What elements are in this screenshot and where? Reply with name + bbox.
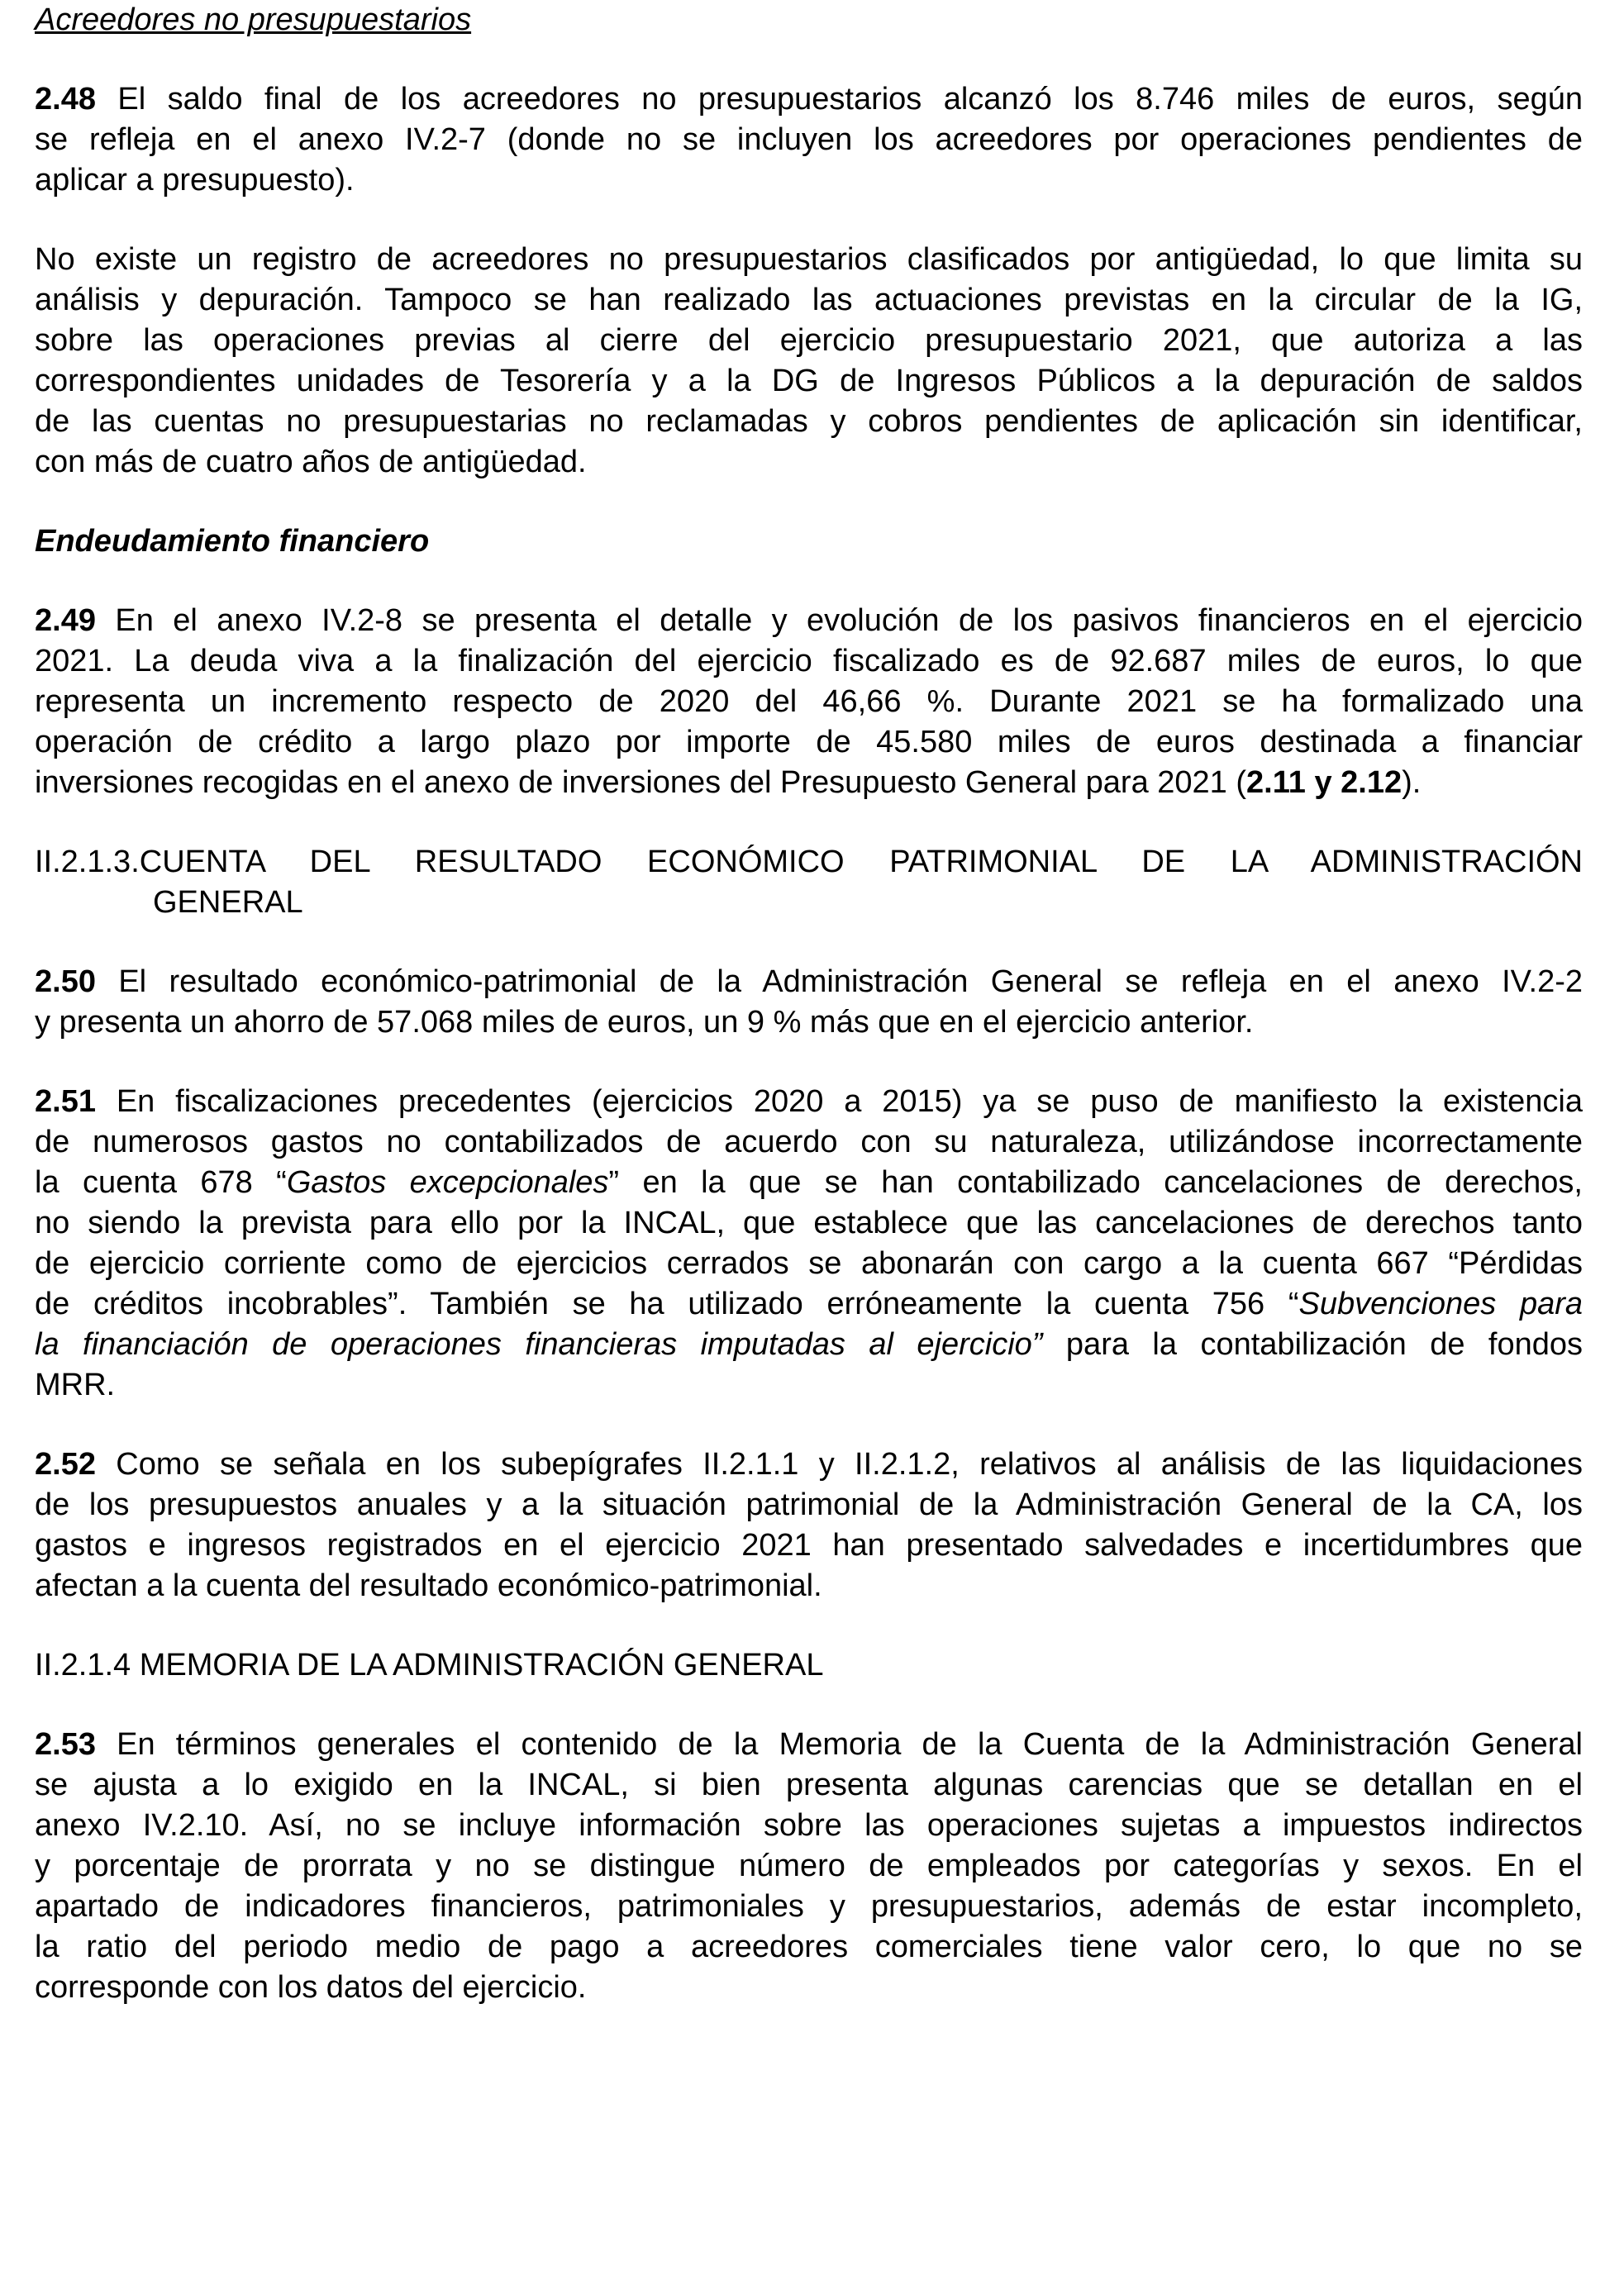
paragraph-number: 2.49 bbox=[35, 603, 96, 638]
text-line: 2.49 En el anexo IV.2-8 se presenta el detalle y evolución de los pasivos financieros en el ejercicio bbox=[35, 603, 1583, 638]
heading-line: II.2.1.3.CUENTA DEL RESULTADO ECONÓMICO PATRIMONIAL DE LA ADMINISTRACIÓN bbox=[35, 845, 1583, 879]
text-line: análisis y depuración. Tampoco se han realizado las actuaciones previstas en la circular de la IG, bbox=[35, 283, 1583, 317]
text-line: y porcentaje de prorrata y no se distingue número de empleados por categorías y sexos. En el bbox=[35, 1849, 1583, 1883]
text-line: la cuenta 678 “Gastos excepcionales” en la que se han contabilizado cancelaciones de derechos, bbox=[35, 1165, 1583, 1200]
paragraph-2-48 bbox=[35, 79, 1583, 201]
text-line: 2021. La deuda viva a la finalización del ejercicio fiscalizado es de 92.687 miles de euros, lo que bbox=[35, 644, 1583, 678]
paragraph-number: 2.52 bbox=[35, 1447, 96, 1482]
text-line: sobre las operaciones previas al cierre del ejercicio presupuestario 2021, que autoriza a las bbox=[35, 323, 1583, 358]
paragraph-2-48-continued bbox=[35, 240, 1583, 483]
text-line: correspondientes unidades de Tesorería y a la DG de Ingresos Públicos a la depuración de saldos bbox=[35, 364, 1583, 398]
text-line: aplicar a presupuesto). bbox=[35, 163, 355, 198]
document-page bbox=[35, 0, 1583, 2008]
text-line: 2.53 En términos generales el contenido de la Memoria de la Cuenta de la Administración General bbox=[35, 1727, 1584, 1762]
text-line: corresponde con los datos del ejercicio. bbox=[35, 1970, 587, 2005]
heading-cuenta-resultado bbox=[35, 842, 1583, 923]
text-line: 2.50 El resultado económico-patrimonial de la Administración General se refleja en el anexo IV.2-2 bbox=[35, 964, 1583, 999]
text-line: la financiación de operaciones financieras imputadas al ejercicio” para la contabilización de fondos bbox=[35, 1327, 1584, 1362]
paragraph-2-53 bbox=[35, 1725, 1583, 2008]
text-line: no siendo la prevista para ello por la INCAL, que establece que las cancelaciones de derechos tanto bbox=[35, 1206, 1583, 1240]
text-line: afectan a la cuenta del resultado económico-patrimonial. bbox=[35, 1568, 822, 1603]
text-line: de numerosos gastos no contabilizados de acuerdo con su naturaleza, utilizándose incorrectamente bbox=[35, 1125, 1583, 1159]
text-line: 2.48 El saldo final de los acreedores no presupuestarios alcanzó los 8.746 miles de euros, según bbox=[35, 82, 1583, 117]
text-line: la ratio del periodo medio de pago a acreedores comerciales tiene valor cero, lo que no se bbox=[35, 1930, 1583, 1964]
heading-memoria: II.2.1.4 MEMORIA DE LA ADMINISTRACIÓN GENERAL bbox=[35, 1648, 824, 1682]
text-line: No existe un registro de acreedores no presupuestarios clasificados por antigüedad, lo que limita su bbox=[35, 242, 1583, 277]
text-line: operación de crédito a largo plazo por importe de 45.580 miles de euros destinada a financiar bbox=[35, 725, 1583, 759]
heading-acreedores-no-presupuestarios: Acreedores no presupuestarios bbox=[35, 2, 472, 37]
text-line: de créditos incobrables”. También se ha utilizado erróneamente la cuenta 756 “Subvenciones para bbox=[35, 1287, 1583, 1321]
text-line: MRR. bbox=[35, 1368, 116, 1402]
text-line: inversiones recogidas en el anexo de inversiones del Presupuesto General para 2021 (2.11 y 2.12). bbox=[35, 765, 1422, 800]
text-line: se ajusta a lo exigido en la INCAL, si bien presenta algunas carencias que se detallan en el bbox=[35, 1768, 1583, 1802]
heading-line: GENERAL bbox=[153, 885, 303, 920]
paragraph-number: 2.48 bbox=[35, 82, 96, 117]
cross-reference: 2.12 bbox=[1341, 765, 1403, 800]
text-line: apartado de indicadores financieros, patrimoniales y presupuestarios, además de estar incompleto, bbox=[35, 1889, 1583, 1924]
text-line: y presenta un ahorro de 57.068 miles de euros, un 9 % más que en el ejercicio anterior. bbox=[35, 1005, 1254, 1040]
paragraph-2-50 bbox=[35, 962, 1583, 1043]
paragraph-2-49 bbox=[35, 601, 1583, 803]
cross-reference: 2.11 bbox=[1246, 765, 1306, 800]
text-line: representa un incremento respecto de 2020 del 46,66 %. Durante 2021 se ha formalizado una bbox=[35, 684, 1583, 719]
text-line: de los presupuestos anuales y a la situación patrimonial de la Administración General de la CA, los bbox=[35, 1487, 1583, 1522]
text-line: de ejercicio corriente como de ejercicios cerrados se abonarán con cargo a la cuenta 667 “Pérdidas bbox=[35, 1246, 1583, 1281]
text-line: de las cuentas no presupuestarias no reclamadas y cobros pendientes de aplicación sin identificar, bbox=[35, 404, 1583, 439]
paragraph-2-52 bbox=[35, 1444, 1583, 1606]
text-line: 2.52 Como se señala en los subepígrafes II.2.1.1 y II.2.1.2, relativos al análisis de las liquidaciones bbox=[35, 1447, 1584, 1482]
text-line: se refleja en el anexo IV.2-7 (donde no se incluyen los acreedores por operaciones pendientes de bbox=[35, 122, 1583, 157]
paragraph-number: 2.53 bbox=[35, 1727, 96, 1762]
heading-endeudamiento-financiero: Endeudamiento financiero bbox=[35, 524, 430, 559]
text-line: 2.51 En fiscalizaciones precedentes (ejercicios 2020 a 2015) ya se puso de manifiesto la existencia bbox=[35, 1084, 1584, 1119]
paragraph-number: 2.51 bbox=[35, 1084, 96, 1119]
paragraph-number: 2.50 bbox=[35, 964, 96, 999]
text-line: anexo IV.2.10. Así, no se incluye información sobre las operaciones sujetas a impuestos indirectos bbox=[35, 1808, 1583, 1843]
text-line: con más de cuatro años de antigüedad. bbox=[35, 445, 587, 479]
paragraph-2-51 bbox=[35, 1082, 1583, 1406]
text-line: gastos e ingresos registrados en el ejercicio 2021 han presentado salvedades e incertidumbres que bbox=[35, 1528, 1583, 1563]
